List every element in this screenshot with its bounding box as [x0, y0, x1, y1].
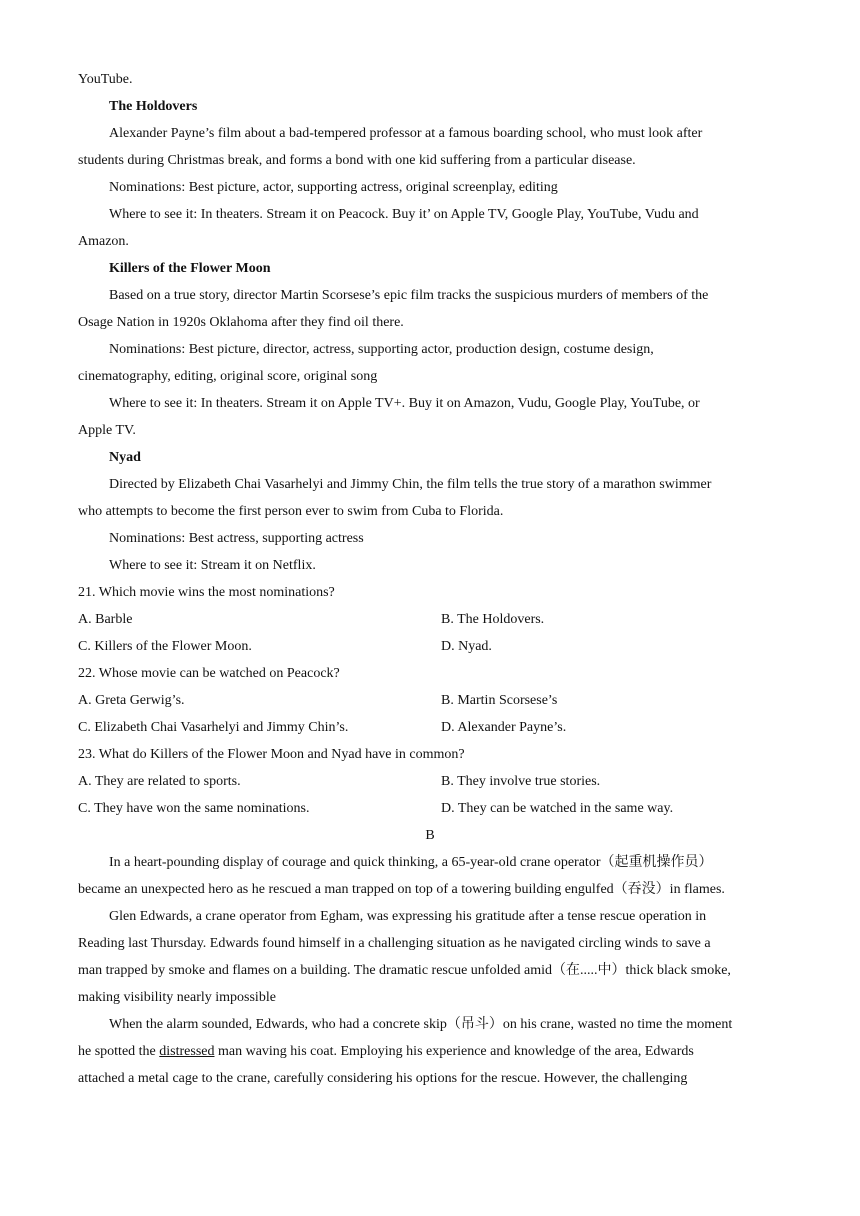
text-line: making visibility nearly impossible	[78, 990, 276, 1005]
text-line: cinematography, editing, original score, original song	[78, 369, 378, 384]
text-line: became an unexpected hero as he rescued a man trapped on top of a towering building engulfed（吞没）in flames.	[78, 882, 725, 897]
option-23-d: D. They can be watched in the same way.	[441, 801, 674, 816]
text-line: Reading last Thursday. Edwards found himself in a challenging situation as he navigated circling winds to save a	[78, 936, 711, 951]
text-line: YouTube.	[78, 72, 133, 87]
text-line: Apple TV.	[78, 423, 136, 438]
option-22-c: C. Elizabeth Chai Vasarhelyi and Jimmy Chin’s.	[78, 720, 349, 735]
text-line: Where to see it: In theaters. Stream it on Peacock. Buy it’ on Apple TV, Google Play, YouTube, Vudu and	[109, 207, 699, 222]
question-23: 23. What do Killers of the Flower Moon and Nyad have in common?	[78, 747, 465, 762]
option-22-a: A. Greta Gerwig’s.	[78, 693, 185, 708]
underlined-word: distressed	[159, 1044, 215, 1059]
question-21: 21. Which movie wins the most nominations?	[78, 585, 335, 600]
option-23-c: C. They have won the same nominations.	[78, 801, 310, 816]
option-21-b: B. The Holdovers.	[441, 612, 545, 627]
text-line: Nominations: Best actress, supporting actress	[109, 531, 364, 546]
text-segment: man waving his coat. Employing his experience and knowledge of the area, Edwards	[214, 1044, 694, 1059]
text-line: Directed by Elizabeth Chai Vasarhelyi and Jimmy Chin, the film tells the true story of a marathon swimmer	[109, 477, 712, 492]
text-line: Nominations: Best picture, director, actress, supporting actor, production design, costume design,	[109, 342, 654, 357]
movie-title-nyad: Nyad	[109, 450, 141, 465]
text-line: When the alarm sounded, Edwards, who had a concrete skip（吊斗）on his crane, wasted no time the moment	[109, 1017, 733, 1032]
text-line: Where to see it: Stream it on Netflix.	[109, 558, 316, 573]
text-line	[78, 1043, 694, 1061]
text-line: Osage Nation in 1920s Oklahoma after they find oil there.	[78, 315, 404, 330]
section-heading-b: B	[425, 828, 435, 843]
text-line: Glen Edwards, a crane operator from Egham, was expressing his gratitude after a tense rescue operation in	[109, 909, 707, 924]
option-22-b: B. Martin Scorsese’s	[441, 693, 558, 708]
text-line: man trapped by smoke and flames on a building. The dramatic rescue unfolded amid（在.....中）thick black smoke,	[78, 963, 731, 978]
text-line: Alexander Payne’s film about a bad-tempered professor at a famous boarding school, who must look after	[109, 126, 703, 141]
text-line: Nominations: Best picture, actor, supporting actress, original screenplay, editing	[109, 180, 558, 195]
option-23-b: B. They involve true stories.	[441, 774, 601, 789]
text-line: students during Christmas break, and forms a bond with one kid suffering from a particular disease.	[78, 153, 636, 168]
movie-title-holdovers: The Holdovers	[109, 99, 198, 114]
option-21-d: D. Nyad.	[441, 639, 492, 654]
movie-title-killers: Killers of the Flower Moon	[109, 261, 271, 276]
text-line: who attempts to become the first person ever to swim from Cuba to Florida.	[78, 504, 504, 519]
text-line: attached a metal cage to the crane, carefully considering his options for the rescue. However, the challenging	[78, 1071, 688, 1086]
text-segment: he spotted the	[78, 1044, 160, 1059]
option-22-d: D. Alexander Payne’s.	[441, 720, 567, 735]
option-21-a: A. Barble	[78, 612, 133, 627]
text-line: Based on a true story, director Martin Scorsese’s epic film tracks the suspicious murders of members of the	[109, 288, 709, 303]
option-21-c: C. Killers of the Flower Moon.	[78, 639, 252, 654]
text-line: In a heart-pounding display of courage and quick thinking, a 65-year-old crane operator（起重机操作员）	[109, 855, 713, 870]
question-22: 22. Whose movie can be watched on Peacock?	[78, 666, 340, 681]
option-23-a: A. They are related to sports.	[78, 774, 241, 789]
text-line: Where to see it: In theaters. Stream it on Apple TV+. Buy it on Amazon, Vudu, Google Play, YouTube, or	[109, 396, 700, 411]
text-line: Amazon.	[78, 234, 129, 249]
